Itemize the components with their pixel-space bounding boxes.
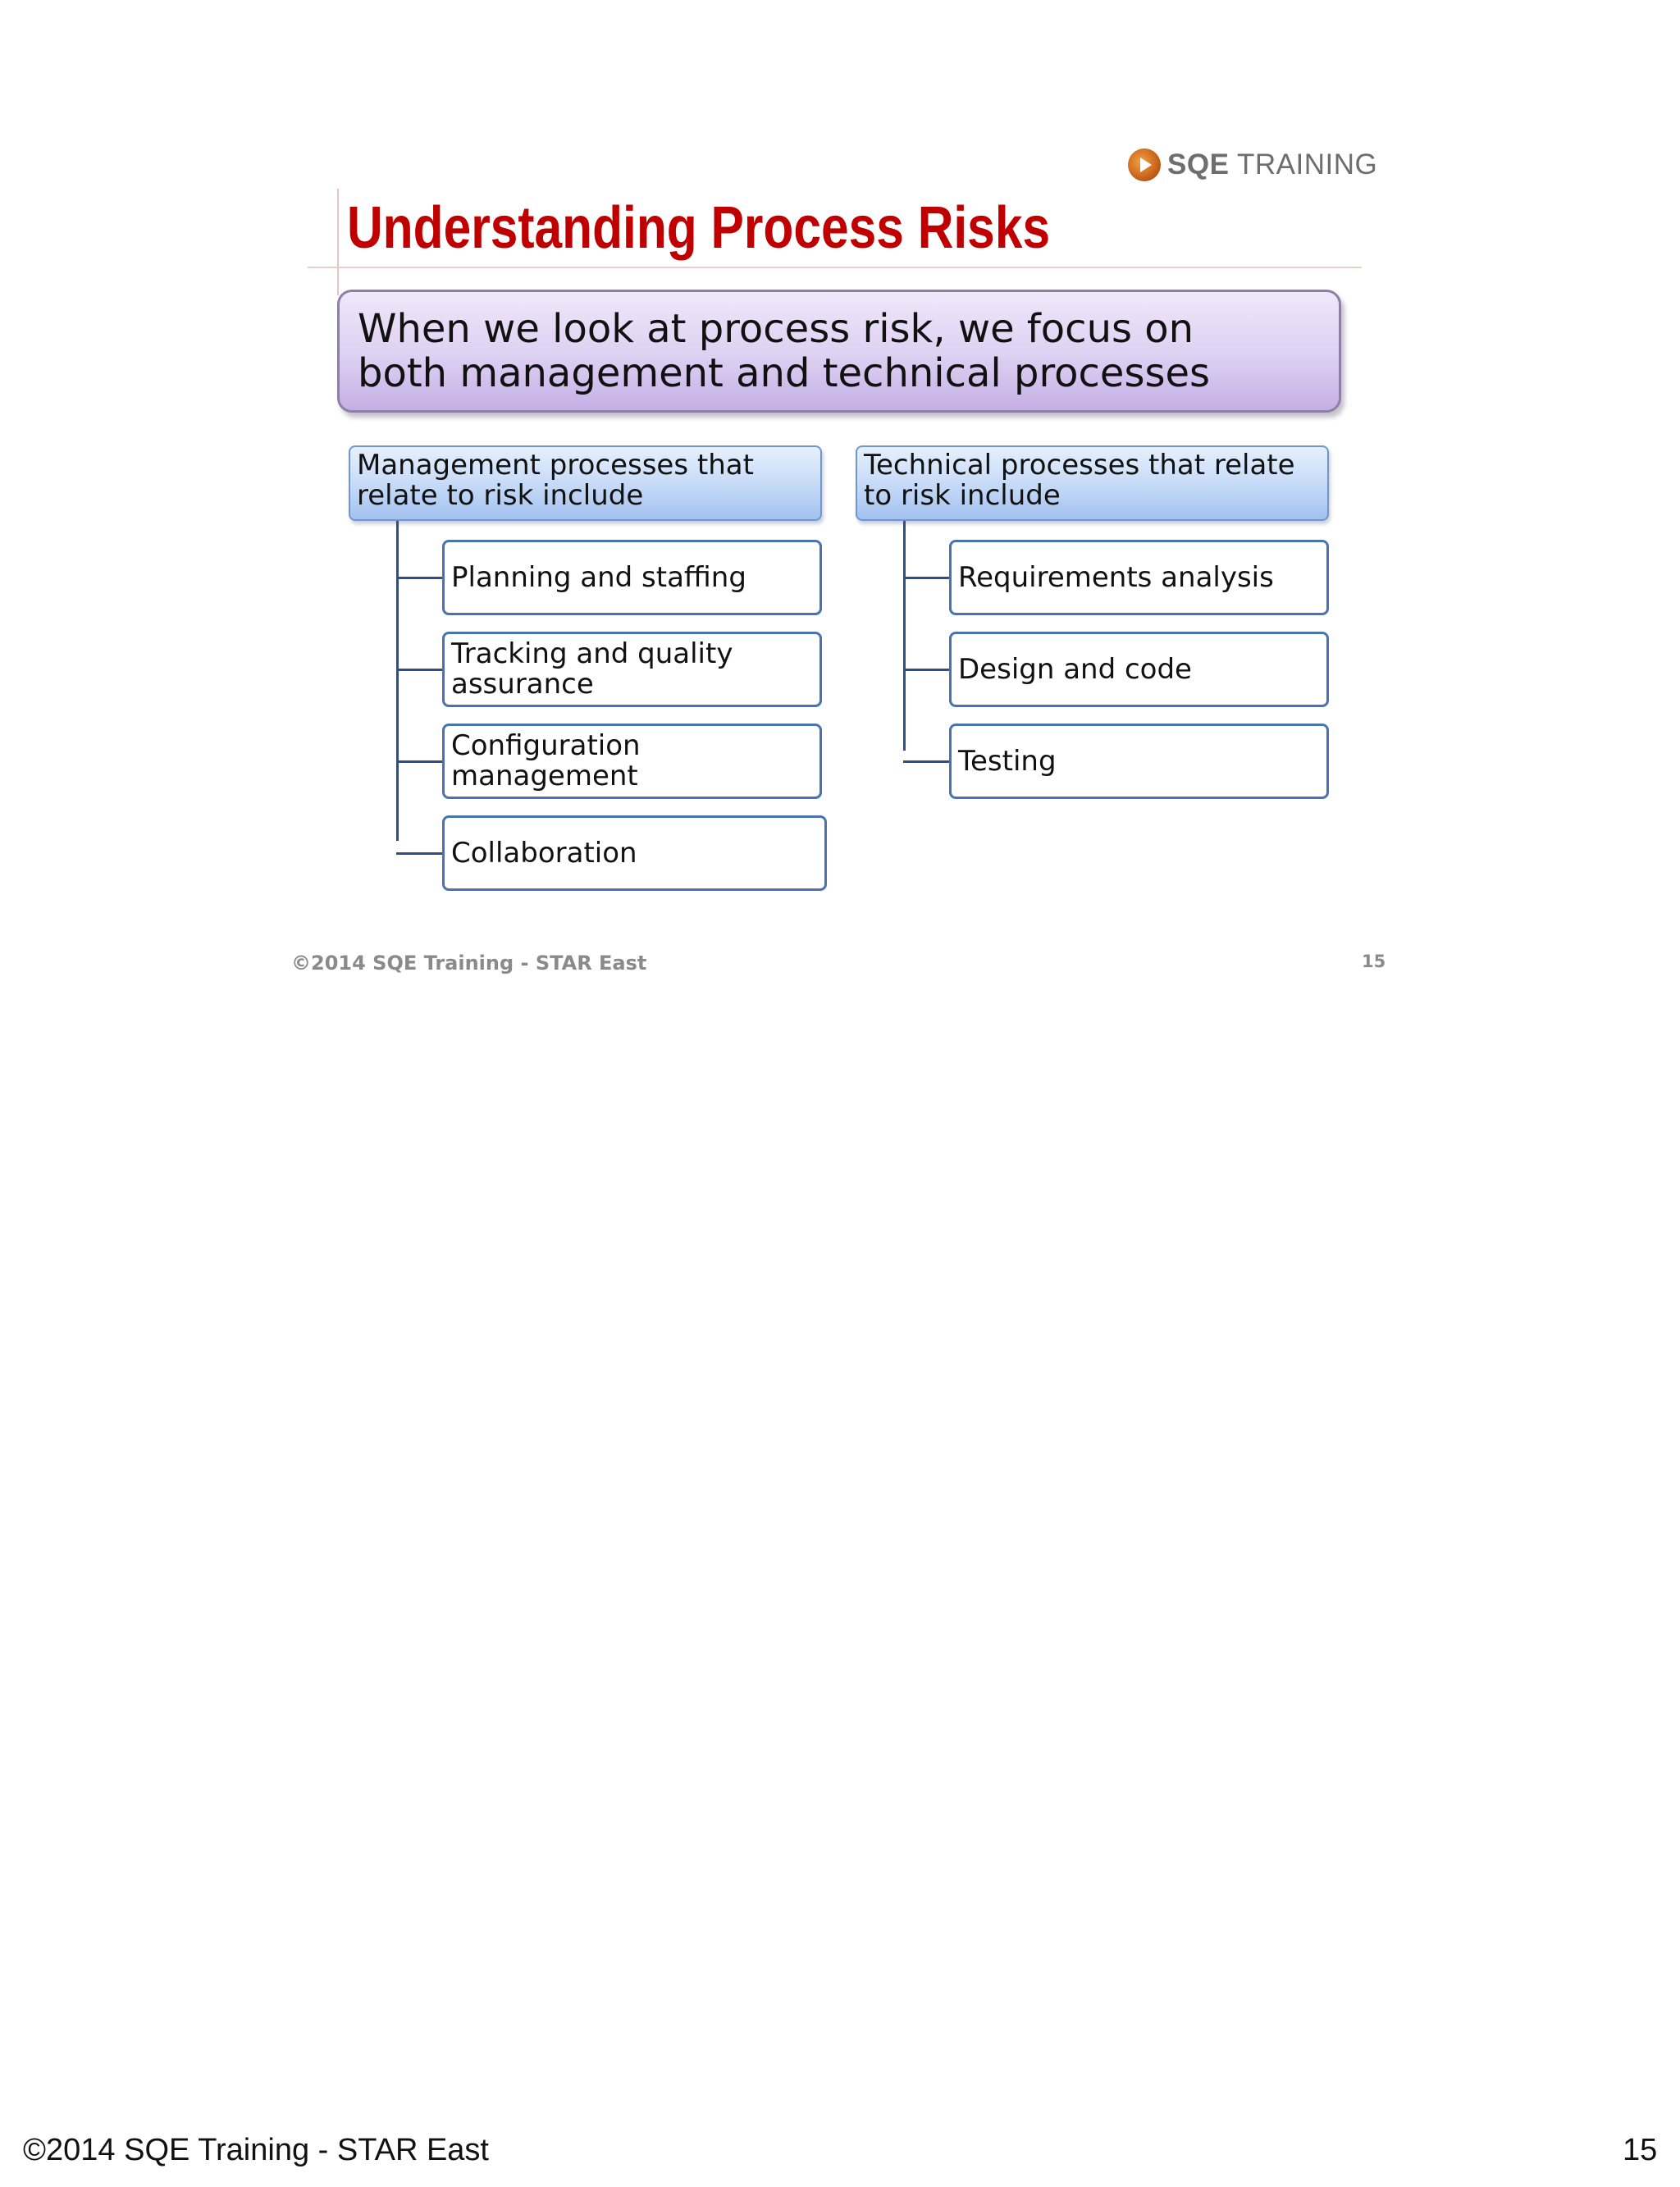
management-item-tracking [442, 632, 822, 707]
title-vertical-rule [337, 189, 339, 295]
item-label [451, 560, 746, 594]
item-label-line-1: Collaboration [451, 836, 637, 870]
page-copyright: ©2014 SQE Training - STAR East [23, 2133, 489, 2167]
item-label-line-1: Requirements analysis [958, 560, 1274, 594]
technical-connector-trunk [903, 521, 906, 751]
item-label [451, 731, 641, 792]
item-label-line-2: assurance [451, 668, 594, 701]
technical-header-line-1: Technical processes that relate [864, 449, 1295, 482]
key-message-banner [337, 290, 1341, 413]
technical-item-requirements [949, 540, 1329, 615]
technical-item-design-code [949, 632, 1329, 707]
management-header-line-1: Management processes that [357, 449, 754, 482]
item-label-line-1: Testing [958, 744, 1057, 778]
technical-connector-branch [903, 669, 951, 671]
management-header-line-2: relate to risk include [357, 479, 644, 512]
page-number: 15 [1623, 2133, 1658, 2167]
slide-copyright: ©2014 SQE Training - STAR East [291, 952, 647, 975]
item-label-line-1: Planning and staffing [451, 560, 746, 594]
sqe-training-logo [1128, 144, 1377, 186]
management-item-planning [442, 540, 822, 615]
item-label-line-1: Design and code [958, 652, 1192, 686]
title-horizontal-rule [308, 267, 1362, 268]
slide-title: Understanding Process Risks [347, 195, 1051, 261]
management-connector-branch [396, 669, 444, 671]
management-item-collaboration [442, 815, 827, 891]
management-item-configuration [442, 724, 822, 799]
management-connector-branch [396, 760, 444, 763]
item-label [958, 744, 1057, 778]
item-label-line-2: management [451, 760, 638, 792]
slide-page-number: 15 [1362, 952, 1386, 971]
item-label [451, 838, 637, 869]
technical-processes-header [856, 445, 1329, 521]
management-connector-branch [396, 577, 444, 579]
technical-header-line-2: to risk include [864, 479, 1061, 512]
technical-item-testing [949, 724, 1329, 799]
banner-text [358, 307, 1321, 395]
technical-connector-branch [903, 577, 951, 579]
item-label [958, 652, 1192, 686]
technical-connector-branch [903, 760, 951, 763]
play-circle-icon [1128, 148, 1161, 181]
banner-line-2: both management and technical processes [358, 350, 1211, 396]
logo-brand-bold: SQE [1167, 148, 1230, 180]
item-label [958, 560, 1274, 594]
management-connector-branch [396, 852, 444, 855]
slide [291, 135, 1390, 997]
management-connector-trunk [396, 521, 399, 841]
item-label [451, 639, 733, 700]
banner-line-1: When we look at process risk, we focus on [358, 306, 1194, 352]
logo-brand-light: TRAINING [1237, 148, 1378, 180]
logo-text [1167, 148, 1377, 181]
item-label-line-1: Tracking and quality [451, 637, 733, 670]
management-processes-header [349, 445, 822, 521]
item-label-line-1: Configuration [451, 729, 641, 762]
